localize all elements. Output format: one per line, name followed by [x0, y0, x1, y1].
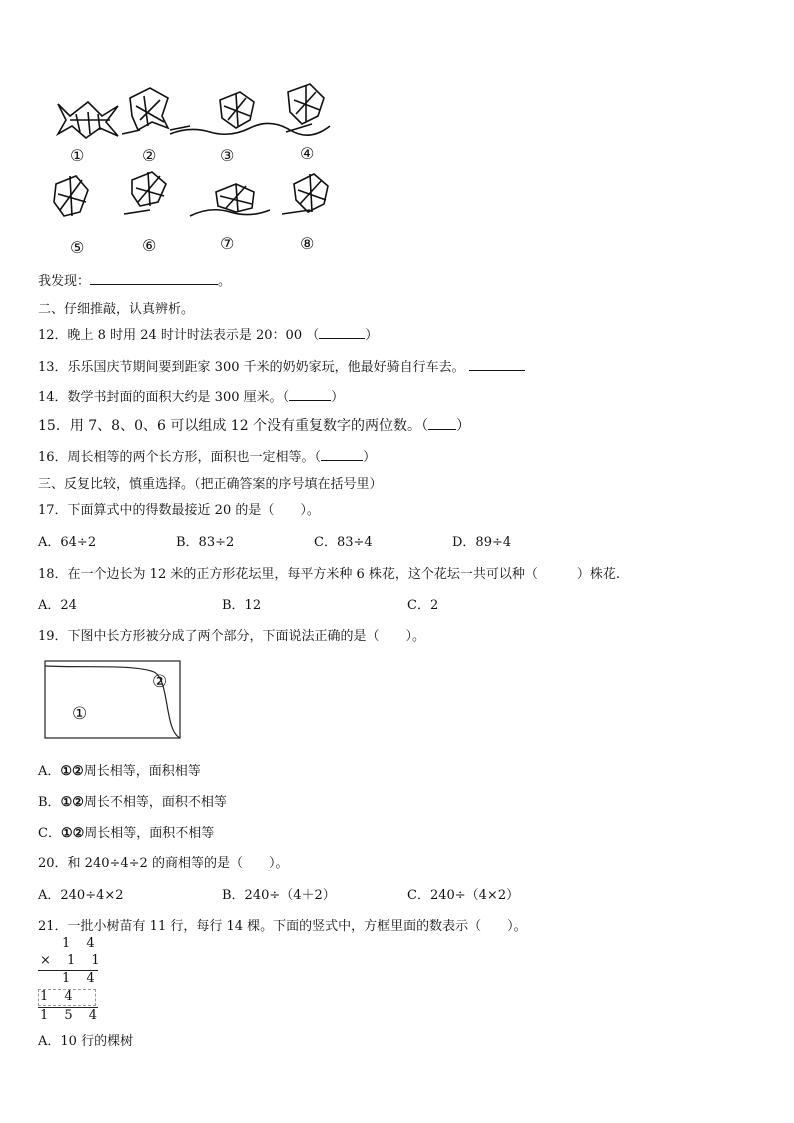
q14-paren-close: ）: [331, 390, 345, 405]
fish-label-3: ③: [220, 146, 235, 165]
q17-option-a[interactable]: A．64÷2: [38, 535, 97, 550]
q19-option-c-letter: C．: [38, 826, 61, 841]
fish-label-8: ⑧: [300, 234, 315, 253]
calc-row-4: 1 4: [40, 989, 79, 1004]
q16-answer-blank[interactable]: [321, 448, 363, 461]
q14-answer-blank[interactable]: [289, 388, 331, 401]
q19-rectangle-figure: [44, 660, 182, 740]
q17-option-c[interactable]: C．83÷4: [314, 535, 373, 550]
q13-text: 13．乐乐国庆节期间要到距家 300 千米的奶奶家玩，他最好骑自行车去。: [38, 360, 465, 375]
q20-option-a[interactable]: A．240÷4×2: [38, 888, 124, 903]
q19-option-a-letter: A．: [38, 764, 61, 779]
fish-label-1: ①: [70, 146, 85, 165]
q19-option-b-marks: ①②: [60, 795, 84, 810]
q14: [38, 386, 344, 405]
fish-sketches: [40, 76, 340, 261]
q15-paren-close: ）: [456, 418, 471, 434]
q20-text: 20．和 240÷4÷2 的商相等的是（ ）。: [38, 856, 289, 871]
q15-text: 15．用 7、8、0、6 可以组成 12 个没有重复数字的两位数。: [38, 418, 422, 434]
q12-answer-blank[interactable]: [319, 326, 365, 339]
q19-option-c[interactable]: [38, 822, 214, 841]
discovery-suffix: 。: [218, 274, 232, 289]
q16-text: 16．周长相等的两个长方形，面积也一定相等。: [38, 450, 315, 465]
q17-option-d[interactable]: D．89÷4: [452, 535, 512, 550]
q14-paren-open: （: [282, 390, 290, 405]
q16: [38, 446, 376, 465]
calc-row-1: 1 4: [62, 936, 101, 951]
section2-title: 二、仔细推敲，认真辨析。: [38, 302, 195, 317]
discovery-prefix: 我发现：: [38, 274, 91, 289]
fish-label-6: ⑥: [142, 236, 157, 255]
q19-part-1-label: ①: [72, 704, 88, 724]
q19-option-a[interactable]: [38, 760, 201, 779]
q19-option-b-letter: B．: [38, 795, 61, 810]
q19-text: 19．下图中长方形被分成了两个部分，下面说法正确的是（ ）。: [38, 629, 426, 644]
q20-option-b[interactable]: B．240÷（4＋2）: [222, 888, 336, 903]
q21-vertical-calculation: [36, 936, 106, 1026]
q12-paren-close: ）: [365, 328, 379, 343]
calc-row-3: 1 4: [62, 971, 101, 986]
fish-label-7: ⑦: [220, 234, 235, 253]
discovery-blank[interactable]: [90, 272, 218, 285]
q15-answer-blank[interactable]: [428, 417, 456, 430]
fish-label-5: ⑤: [70, 238, 85, 257]
q13-answer-blank[interactable]: [469, 358, 525, 371]
calc-row-2: × 1 1: [40, 953, 106, 968]
q16-paren-open: （: [314, 450, 322, 465]
q16-paren-close: ）: [363, 450, 377, 465]
q19-option-a-marks: ①②: [60, 764, 84, 779]
q19-option-c-text: 周长相等，面积不相等: [84, 826, 215, 841]
fish-figure: [40, 76, 340, 261]
discovery-line: [38, 270, 231, 289]
q12: [38, 324, 378, 343]
q19-option-c-marks: ①②: [60, 826, 85, 841]
q12-text: 12．晚上 8 时用 24 时计时法表示是 20：00: [38, 328, 303, 343]
q19-option-a-text: 周长相等，面积相等: [83, 764, 201, 779]
q13: [38, 356, 525, 375]
calc-row-5: 1 5 4: [40, 1008, 104, 1023]
fish-label-2: ②: [142, 146, 157, 165]
q18-option-b[interactable]: B．12: [222, 598, 262, 613]
q12-paren-open: （: [306, 328, 320, 343]
fish-label-4: ④: [300, 144, 315, 163]
q18-option-a[interactable]: A．24: [38, 598, 77, 613]
q17-text: 17．下面算式中的得数最接近 20 的是（ ）。: [38, 503, 320, 518]
q19-part-2-label: ②: [152, 672, 168, 692]
q21-text: 21．一批小树苗有 11 行，每行 14 棵。下面的竖式中，方框里面的数表示（ ）。: [38, 919, 527, 934]
q15: [38, 415, 470, 435]
q18-option-c[interactable]: C．2: [407, 598, 439, 613]
q14-text: 14．数学书封面的面积大约是 300 厘米。: [38, 390, 283, 405]
q17-option-b[interactable]: B．83÷2: [176, 535, 235, 550]
section3-title: 三、反复比较，慎重选择。（把正确答案的序号填在括号里）: [38, 477, 383, 492]
q18-text: 18．在一个边长为 12 米的正方形花坛里，每平方米种 6 株花，这个花坛一共可以种（ ）株花.: [38, 567, 621, 582]
q20-option-c[interactable]: C．240÷（4×2）: [407, 888, 520, 903]
q15-paren-open: （: [421, 418, 429, 434]
q19-option-b[interactable]: [38, 791, 227, 810]
q21-option-a[interactable]: A．10 行的棵树: [38, 1034, 134, 1049]
q19-option-b-text: 周长不相等，面积不相等: [83, 795, 227, 810]
